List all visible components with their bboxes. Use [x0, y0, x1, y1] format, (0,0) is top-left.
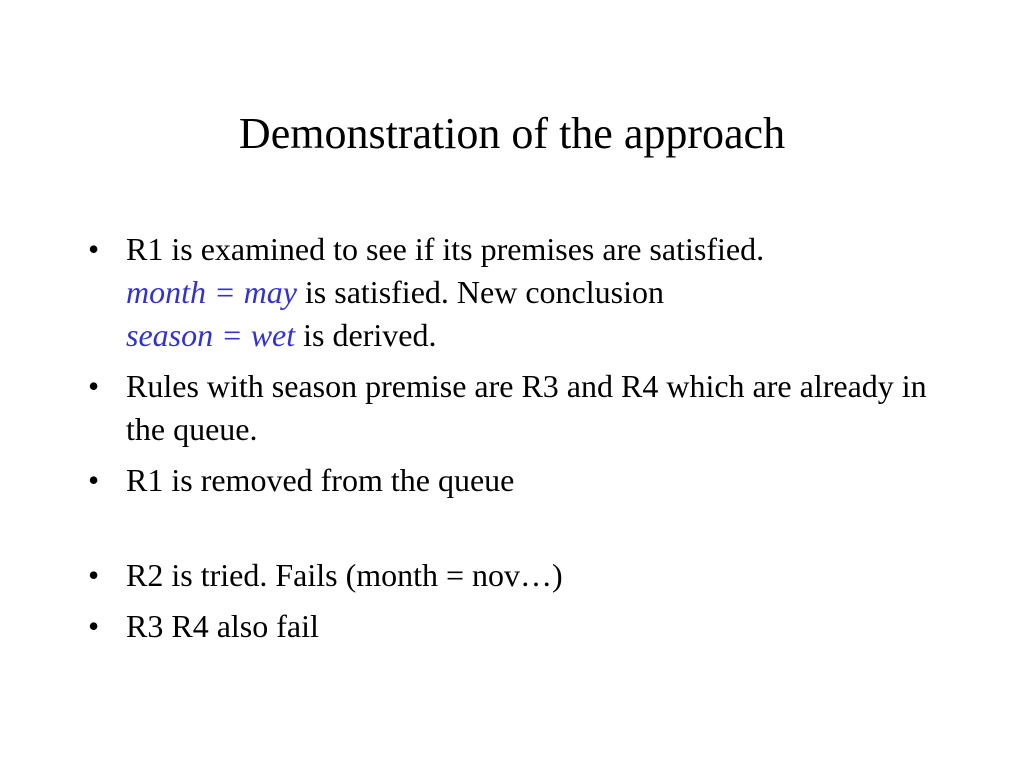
bullet-text: is satisfied. New conclusion	[296, 274, 664, 310]
bullet-marker: •	[88, 231, 100, 267]
premise-expression: month = may	[126, 274, 297, 310]
bullet-text: is derived.	[295, 317, 437, 353]
bullet-item-r1-examined	[84, 228, 944, 357]
bullet-marker: •	[88, 368, 100, 404]
bullet-text: Rules with season premise are R3 and R4 which are already in the queue.	[126, 368, 927, 447]
bullet-text: R1 is examined to see if its premises are satisfied.	[126, 231, 765, 267]
bullet-item-season-rules	[84, 365, 944, 451]
bullet-marker: •	[88, 557, 100, 593]
bullet-item-r1-removed	[84, 459, 944, 502]
bullet-list	[84, 228, 944, 648]
bullet-marker: •	[88, 462, 100, 498]
bullet-item-r2-tried	[84, 554, 944, 597]
bullet-text: R3 R4 also fail	[126, 608, 319, 644]
bullet-text: R2 is tried. Fails (month = nov…)	[126, 557, 563, 593]
bullet-text: R1 is removed from the queue	[126, 462, 515, 498]
bullet-item-r3-r4-fail	[84, 605, 944, 648]
conclusion-expression: season = wet	[126, 317, 296, 353]
bullet-marker: •	[88, 608, 100, 644]
slide-title: Demonstration of the approach	[238, 109, 786, 158]
